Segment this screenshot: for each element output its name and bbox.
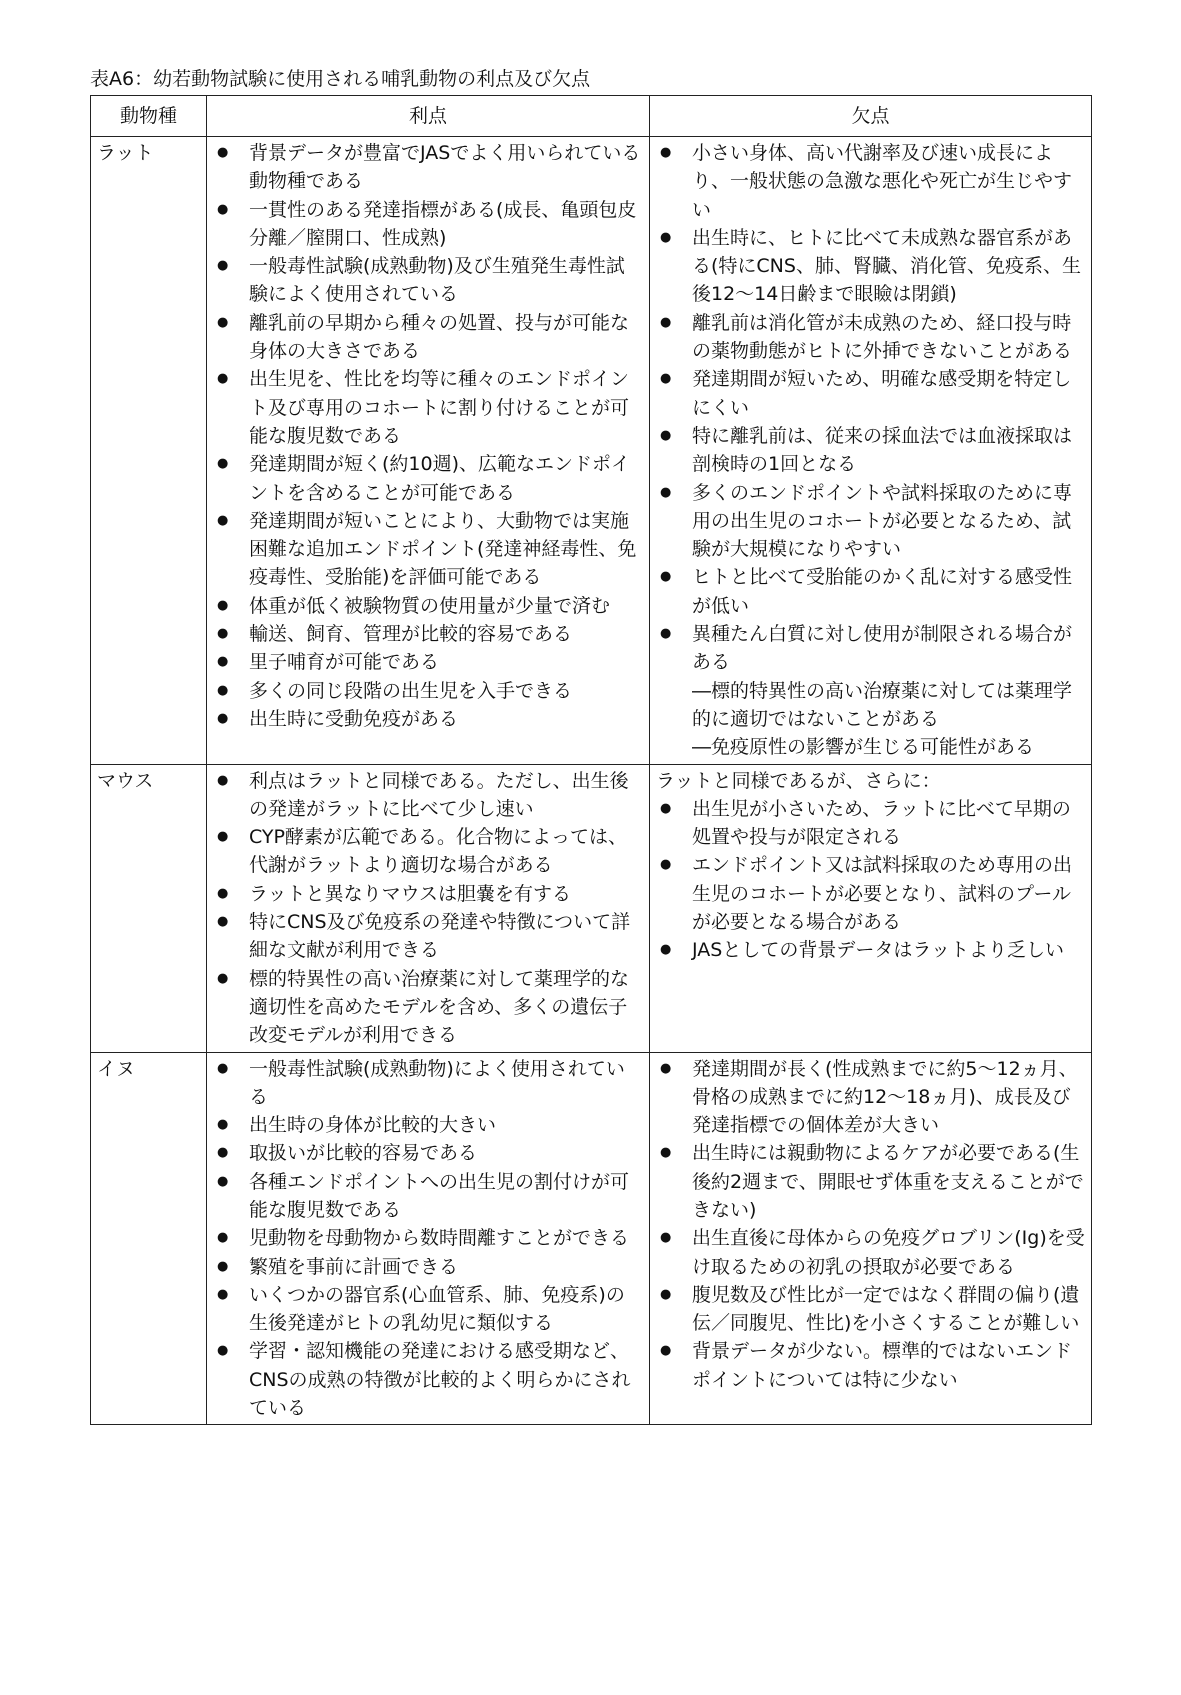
- species-cell: ラット: [91, 137, 207, 765]
- list-item: ● エンドポイント又は試料採取のため専用の出生児のコホートが必要となり、試料のプールが必要となる場合がある: [656, 851, 1085, 936]
- list-item: ● 学習・認知機能の発達における感受期など、CNSの成熟の特徴が比較的よく明らかにされている: [213, 1337, 643, 1422]
- table-title: 表A6：幼若動物試験に使用される哺乳動物の利点及び欠点: [90, 68, 591, 90]
- list-item: ● 異種たん白質に対し使用が制限される場合がある: [656, 620, 1085, 677]
- list-item: ● 多くの同じ段階の出生児を入手できる: [213, 677, 643, 705]
- list-item: ● 輸送、飼育、管理が比較的容易である: [213, 620, 643, 648]
- header-advantages: 利点: [207, 96, 650, 137]
- list-item: ● 出生時の身体が比較的大きい: [213, 1111, 643, 1139]
- list-item: ● 里子哺育が可能である: [213, 648, 643, 676]
- list-item: ● 標的特異性の高い治療薬に対して薬理学的な適切性を高めたモデルを含め、多くの遺伝子改変モデルが利用できる: [213, 965, 643, 1050]
- advantages-cell: [207, 764, 650, 1052]
- advantages-list: [213, 1055, 643, 1423]
- disadvantages-list: [656, 139, 1085, 677]
- list-item: ● 一貫性のある発達指標がある(成長、亀頭包皮分離／膣開口、性成熟): [213, 196, 643, 253]
- list-item: ● 一般毒性試験(成熟動物)によく使用されている: [213, 1055, 643, 1112]
- list-item: ● 出生時に受動免疫がある: [213, 705, 643, 733]
- list-item: ● 各種エンドポイントへの出生児の割付けが可能な腹児数である: [213, 1168, 643, 1225]
- list-item: ● 発達期間が短いことにより、大動物では実施困難な追加エンドポイント(発達神経毒性、免疫毒性、受胎能)を評価可能である: [213, 507, 643, 592]
- list-item: ● 離乳前は消化管が未成熟のため、経口投与時の薬物動態がヒトに外挿できないことがある: [656, 309, 1085, 366]
- list-item: ● 一般毒性試験(成熟動物)及び生殖発生毒性試験によく使用されている: [213, 252, 643, 309]
- sub-note: ―標的特異性の高い治療薬に対しては薬理学的に適切ではないことがある: [692, 679, 1073, 730]
- list-item: ● 背景データが少ない。標準的ではないエンドポイントについては特に少ない: [656, 1337, 1085, 1394]
- disadvantages-cell: [650, 1052, 1092, 1425]
- sub-note: ―免疫原性の影響が生じる可能性がある: [692, 736, 1035, 759]
- advantages-list: [213, 767, 643, 1050]
- list-item: ● 出生児が小さいため、ラットに比べて早期の処置や投与が限定される: [656, 795, 1085, 852]
- list-item: ● 小さい身体、高い代謝率及び速い成長により、一般状態の急激な悪化や死亡が生じやすい: [656, 139, 1085, 224]
- header-disadvantages: 欠点: [650, 96, 1092, 137]
- list-item: ● いくつかの器官系(心血管系、肺、免疫系)の生後発達がヒトの乳幼児に類似する: [213, 1281, 643, 1338]
- table-row: [91, 137, 1092, 765]
- table-row: [91, 1052, 1092, 1425]
- list-item: ● 利点はラットと同様である。ただし、出生後の発達がラットに比べて少し速い: [213, 767, 643, 824]
- list-item: ● CYP酵素が広範である。化合物によっては、代謝がラットより適切な場合がある: [213, 823, 643, 880]
- header-species: 動物種: [91, 96, 207, 137]
- list-item: ● 体重が低く被験物質の使用量が少量で済む: [213, 592, 643, 620]
- list-item: ● 発達期間が長く(性成熟までに約5～12ヵ月、骨格の成熟までに約12～18ヵ月)、成長及び発達指標での個体差が大きい: [656, 1055, 1085, 1140]
- advantages-cell: [207, 1052, 650, 1425]
- list-item: ● 取扱いが比較的容易である: [213, 1139, 643, 1167]
- list-item: ● 児動物を母動物から数時間離すことができる: [213, 1224, 643, 1252]
- disadvantages-list: [656, 1055, 1085, 1395]
- list-item: ● 多くのエンドポイントや試料採取のために専用の出生児のコホートが必要となるため、試験が大規模になりやすい: [656, 479, 1085, 564]
- list-item: ● ヒトと比べて受胎能のかく乱に対する感受性が低い: [656, 563, 1085, 620]
- advantages-cell: [207, 137, 650, 765]
- advantages-list: [213, 139, 643, 733]
- list-item: ● 発達期間が短く(約10週)、広範なエンドポイントを含めることが可能である: [213, 450, 643, 507]
- list-item: ● 離乳前の早期から種々の処置、投与が可能な身体の大きさである: [213, 309, 643, 366]
- list-item: ● 出生時に、ヒトに比べて未成熟な器官系がある(特にCNS、肺、腎臓、消化管、免疫系、生後12～14日齢まで眼瞼は閉鎖): [656, 224, 1085, 309]
- species-cell: マウス: [91, 764, 207, 1052]
- comparison-table: [90, 95, 1092, 1425]
- header-row: [91, 96, 1092, 137]
- list-item: ● 腹児数及び性比が一定ではなく群間の偏り(遺伝／同腹児、性比)を小さくすることが難しい: [656, 1281, 1085, 1338]
- list-item: ● 背景データが豊富でJASでよく用いられている動物種である: [213, 139, 643, 196]
- list-item: ● 繁殖を事前に計画できる: [213, 1253, 643, 1281]
- list-item: ● 特に離乳前は、従来の採血法では血液採取は剖検時の1回となる: [656, 422, 1085, 479]
- table-row: [91, 764, 1092, 1052]
- disadvantages-list: [656, 795, 1085, 965]
- disadvantage-intro: ラットと同様であるが、さらに：: [656, 769, 941, 792]
- list-item: ● 出生直後に母体からの免疫グロブリン(Ig)を受け取るための初乳の摂取が必要である: [656, 1224, 1085, 1281]
- list-item: ● ラットと異なりマウスは胆嚢を有する: [213, 880, 643, 908]
- disadvantages-cell: [650, 137, 1092, 765]
- list-item: ● JASとしての背景データはラットより乏しい: [656, 936, 1085, 964]
- disadvantages-cell: [650, 764, 1092, 1052]
- list-item: ● 出生時には親動物によるケアが必要である(生後約2週まで、開眼せず体重を支えることができない): [656, 1139, 1085, 1224]
- list-item: ● 特にCNS及び免疫系の発達や特徴について詳細な文献が利用できる: [213, 908, 643, 965]
- list-item: ● 出生児を、性比を均等に種々のエンドポイント及び専用のコホートに割り付けることが可能な腹児数である: [213, 365, 643, 450]
- species-cell: イヌ: [91, 1052, 207, 1425]
- list-item: ● 発達期間が短いため、明確な感受期を特定しにくい: [656, 365, 1085, 422]
